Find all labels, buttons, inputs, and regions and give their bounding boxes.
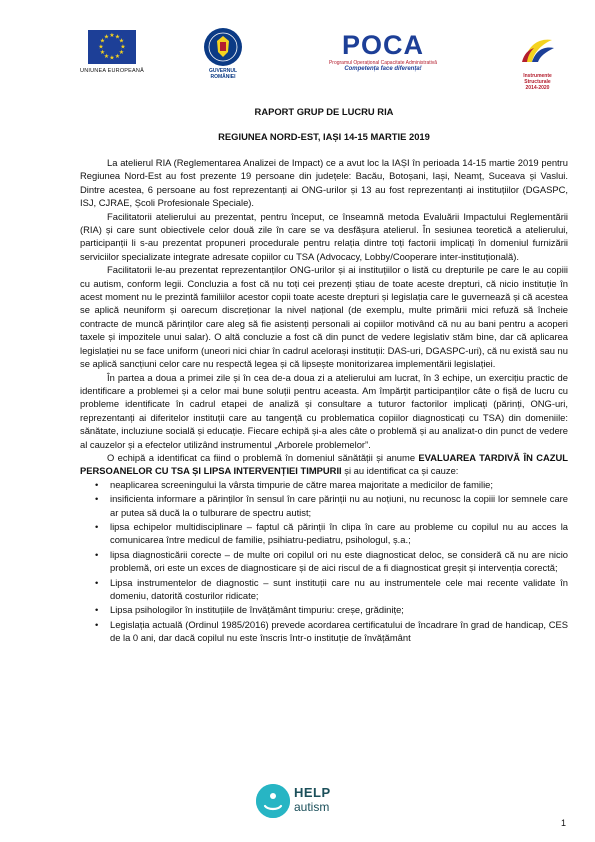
poca-slogan: Competența face diferența! (344, 66, 422, 72)
paragraph-facilitators: Facilitatorii atelierului au prezentat, pentru început, ce înseamnă metoda Evaluării Impactului Reglementării (RIA) și care sunt obiectivele celor două zile în care se va desfășura atelierul. În sesiunea teoretică a atelierului, participanții li s-au prezentat propuneri procedurale pentru relația dintre toți factorii implicați în domeniul furnizării serviciilor specializate integrate adresate copiilor cu TSA (Advocacy, Lobby/Cooperare inter-instituțională). (80, 210, 568, 262)
svg-text:★: ★ (114, 34, 121, 41)
autism-word: autism (294, 800, 330, 814)
help-autism-logo (256, 784, 346, 824)
report-subtitle: REGIUNEA NORD-EST, IAȘI 14-15 MARTIE 2019 (218, 131, 430, 142)
help-word: HELP (294, 785, 331, 800)
team-problem-bold: EVALUAREA TARDIVĂ ÎN CAZUL PERSOANELOR CU TSA ȘI LIPSA INTERVENȚIEI TIMPURII (80, 451, 568, 477)
list-item: • lipsa echipelor multidisciplinare – faptul că părinții în clipa în care au probleme cu copilul nu au acces la comunicarea între medicul de familie, psihiatru-pediatru, psihologul, ș.a.; (110, 520, 568, 547)
structural-instruments-caption: Instrumente Structurale 2014-2020 (523, 73, 552, 91)
report-body (80, 106, 568, 646)
list-item: • Legislația actuală (Ordinul 1985/2016) prevede acordarea certificatului de încadrare în grad de handicap, CES de la 0 ani, dar dacă copilul nu este înscris într-o instituție de învățământ (110, 618, 568, 645)
svg-text:★: ★ (120, 44, 126, 51)
causes-list (80, 478, 568, 645)
svg-text:★: ★ (118, 38, 125, 45)
svg-text:★: ★ (103, 34, 110, 41)
poca-logo (318, 30, 448, 72)
svg-text:★: ★ (109, 55, 115, 62)
team-text-after: și au identificat ca și cauze: (341, 465, 459, 477)
list-item: • lipsa diagnosticării corecte – de multe ori copilul ori nu este diagnosticat deloc, se consideră că nu are nicio problemă, ori este un exces de diagnosticare și de aici riscul de a fi diagnosticat greșit și intervenția corectă; (110, 548, 568, 575)
government-logo (204, 28, 242, 80)
structural-instruments-icon (518, 34, 558, 66)
government-caption: GUVERNUL ROMÂNIEI (208, 68, 238, 80)
paragraph-exercise: În partea a doua a primei zile și în cea de-a doua zi a atelierului am lucrat, în 3 echipe, un exercițiu practic de identificare a problemei și a celor mai bune soluții pentru aceasta. Am împărțit participanților câte o fișă de lucru cu probleme identificate în cadrul etapei de analiză și consultare a tuturor factorilor implicați (părinți, ONG-uri, reprezentanți ai diferitelor instituții care au tangență cu problematica copiilor diagnosticați cu TSA) din domeniile: sănătate, incluziune socială și educație. Fiecare echipă și-a ales câte o problemă și au analizat-o din punct de vedere al cauzelor și a efectelor utilizând instrumentul „Arborele problemelor”. (80, 371, 568, 450)
svg-text:★: ★ (109, 33, 115, 39)
structural-instruments-logo (510, 34, 565, 91)
list-item: • neaplicarea screeningului la vârsta timpurie de către marea majoritate a medicilor de familie; (110, 478, 568, 491)
svg-text:★: ★ (99, 38, 106, 45)
poca-program-name: Programul Operațional Capacitate Administrativă (328, 60, 438, 66)
romania-crest-icon (204, 28, 242, 66)
header-logos (0, 28, 595, 98)
poca-wordmark: POCA (341, 30, 424, 60)
svg-text:★: ★ (114, 54, 121, 60)
svg-text:★: ★ (103, 54, 110, 60)
list-item: • Lipsa instrumentelor de diagnostic – sunt instituții care nu au instrumentele cele mai recente validate în domeniu, datorită costurilor ridicate; (110, 576, 568, 603)
svg-text:★: ★ (99, 50, 106, 56)
paragraph-intro: La atelierul RIA (Reglementarea Analizei de Impact) ce a avut loc la IAȘI în perioada 14-15 martie 2019 pentru Regiunea Nord-Est au fost prezente 19 persoane din județele: Bacău, Botoșani, Iași, Neamț, Suceava și Vaslui. Dintre acestea, 6 persoane au fost reprezentanți ai ONG-urilor și 13 au fost reprezentanți ai instituțiilor (DGASPC, ISJ, CJRAE, Școli Profesionale Speciale). (80, 157, 568, 209)
paragraph-rights: Facilitatorii le-au prezentat reprezentanților ONG-urilor și ai instituțiilor o listă cu drepturile pe care le au copiii cu autism, conform legii. Concluzia a fost că nu toți cei prezenți știau de toate aceste drepturi, că nicio instituție în acest moment nu le prezintă familiilor acestor copii toate aceste drepturi și legislația care le guvernează și că acestea se aplică neuniform și oarecum discreționar la nivel național (de exemplu, multe primării mici refuză să încheie contracte de muncă părinților care aleg să fie asistenți personali ai copiilor motivând că nu au bani pentru a acoperi taxele și impozitele unui salar). O altă concluzie a fost că din punct de vedere legislativ stăm bine, dar că aplicarea legislației nu se face uniform (uneori nici chiar în cadrul acelorași instituții: DAS-uri, DGASPC-uri), că nu există sau nu se aplică sancțiuni celor care nu respectă legea și că lipsește monitorizarea implementării legislației. (80, 264, 568, 370)
page-number: 1 (560, 818, 566, 828)
team-text-before: O echipă a identificat ca fiind o problemă în domeniul sănătății și anume (107, 451, 419, 463)
eu-logo (72, 30, 152, 74)
help-autism-icon (256, 784, 290, 818)
svg-text:★: ★ (98, 44, 104, 51)
report-title: RAPORT GRUP DE LUCRU RIA (254, 106, 394, 117)
list-item: • insificienta informare a părinților în sensul în care părinții nu au noțiuni, nu recunosc la copiii lor semnele care ar putea să ducă la o tulburare de spectru autist; (110, 492, 568, 519)
svg-text:★: ★ (118, 50, 125, 56)
paragraph-team-health (80, 451, 568, 478)
list-item: • Lipsa psihologilor în instituțiile de învățământ timpuriu: creșe, grădinițe; (110, 603, 568, 616)
eu-flag-icon (88, 30, 136, 64)
eu-caption: UNIUNEA EUROPEANĂ (80, 68, 144, 74)
